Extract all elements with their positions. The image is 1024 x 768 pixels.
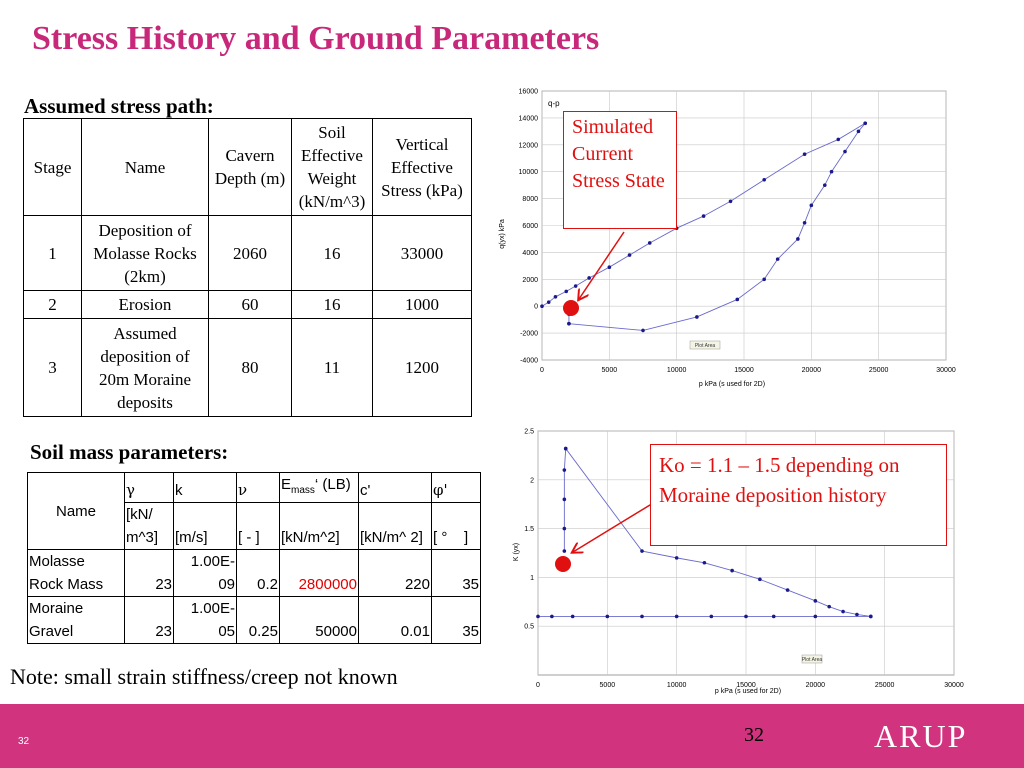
k-value: 1.00E-05 [174, 597, 237, 644]
page-number: 32 [744, 724, 764, 746]
nu-value: 0.25 [237, 597, 280, 644]
k-value: 1.00E-09 [174, 550, 237, 597]
y-axis-label: q(yx) kPa [499, 219, 506, 249]
e-letter: E [281, 476, 292, 493]
y-tick-label: 10000 [518, 169, 538, 177]
table-cell: 11 [292, 319, 373, 417]
c-value: 0.01 [359, 597, 432, 644]
header-cell: Stage [24, 119, 82, 216]
e-suffix: ‘ (LB) [314, 476, 351, 493]
ko-state-marker [555, 556, 571, 572]
c-value: 220 [359, 550, 432, 597]
unit-cell: [kN/ m^3] [125, 503, 174, 550]
y-tick-label: 14000 [518, 115, 538, 123]
k-symbol: k [174, 473, 237, 503]
simulated-state-callout [563, 111, 677, 229]
y-tick-label: 16000 [518, 88, 538, 96]
row-name: Moraine Gravel [28, 597, 125, 644]
x-tick-label: 0 [540, 367, 544, 374]
x-axis-label: p kPa (s used for 2D) [698, 381, 766, 388]
x-tick-label: 10000 [666, 682, 687, 689]
page-number-small: 32 [18, 736, 30, 747]
nu-symbol: ν [237, 473, 280, 503]
table-cell: 1200 [373, 319, 472, 417]
y-tick-label: 6000 [522, 223, 538, 230]
y-tick-label: 2 [530, 477, 534, 485]
x-tick-label: 5000 [599, 682, 616, 689]
header-cell: Vertical Effective Stress (kPa) [373, 119, 472, 216]
e-value: 50000 [280, 597, 359, 644]
x-tick-label: 20000 [801, 367, 822, 374]
header-cell: Soil Effective Weight (kN/m^3) [292, 119, 373, 216]
c-symbol: c' [359, 473, 432, 503]
x-tick-label: 30000 [936, 367, 956, 374]
header-cell: Name [82, 119, 209, 216]
y-tick-label: 1.5 [524, 526, 534, 534]
unit-cell: [kN/m^2] [280, 503, 359, 550]
table-cell: 33000 [373, 216, 472, 291]
current-state-marker [563, 300, 579, 316]
x-tick-label: 15000 [734, 367, 754, 374]
unit-cell: [kN/m^ 2] [359, 503, 432, 550]
plot-area-label: Plot Area [694, 343, 716, 349]
y-tick-label: 2.5 [524, 428, 534, 436]
unit-cell: [ ° ] [432, 503, 481, 550]
table-cell: 60 [209, 291, 292, 319]
y-tick-label: 2000 [522, 276, 538, 284]
x-tick-label: 30000 [944, 682, 964, 689]
x-axis-label: p kPa (s used for 2D) [714, 688, 782, 695]
e-value: 2800000 [280, 550, 359, 597]
table-cell: 1000 [373, 291, 472, 319]
stress-path-heading: Assumed stress path: [24, 94, 214, 118]
row-name: Molasse Rock Mass [28, 550, 125, 597]
x-tick-label: 25000 [874, 682, 895, 689]
y-tick-label: 4000 [522, 249, 538, 257]
gamma-symbol: γ [125, 473, 174, 503]
phi-value: 35 [432, 597, 481, 644]
x-tick-label: 0 [536, 682, 540, 689]
name-header: Name [28, 473, 125, 550]
arup-logo: ARUP [874, 718, 968, 754]
ko-callout [650, 444, 947, 546]
x-tick-label: 10000 [666, 367, 687, 374]
nu-value: 0.2 [237, 550, 280, 597]
series-label: q-p [548, 99, 560, 108]
y-tick-label: 0 [534, 303, 538, 311]
y-tick-label: 12000 [518, 142, 538, 150]
gamma-value: 23 [125, 550, 174, 597]
y-tick-label: 1 [530, 574, 534, 582]
table-cell: 2060 [209, 216, 292, 291]
plot-area-label: Plot Area [801, 657, 823, 663]
y-tick-label: 0.5 [524, 623, 534, 631]
phi-symbol: φ' [432, 473, 481, 503]
header-cell: Cavern Depth (m) [209, 119, 292, 216]
x-tick-label: 5000 [601, 367, 618, 374]
y-tick-label: -4000 [520, 357, 538, 365]
callout-text: Ko = 1.1 – 1.5 depending on Moraine deposition history [659, 453, 900, 507]
table-cell: 1 [24, 216, 82, 291]
y-tick-label: -2000 [520, 330, 538, 338]
y-axis-label: K (yx) [513, 542, 520, 562]
x-tick-label: 20000 [805, 682, 826, 689]
phi-value: 35 [432, 550, 481, 597]
table-cell: Assumed deposition of 20m Moraine deposits [82, 319, 209, 417]
x-tick-label: 15000 [736, 682, 756, 689]
gamma-value: 23 [125, 597, 174, 644]
y-tick-label: 8000 [522, 196, 538, 204]
unit-cell: [ - ] [237, 503, 280, 550]
footer-bar [0, 704, 1024, 768]
table-cell: 3 [24, 319, 82, 417]
table-cell: 16 [292, 216, 373, 291]
callout-text: Simulated Current Stress State [572, 116, 665, 192]
x-tick-label: 25000 [868, 367, 889, 374]
e-subscript: mass [291, 485, 315, 496]
table-cell: 16 [292, 291, 373, 319]
unit-cell: [m/s] [174, 503, 237, 550]
slide-title: Stress History and Ground Parameters [32, 20, 600, 57]
table-cell: 2 [24, 291, 82, 319]
soil-mass-heading: Soil mass parameters: [30, 440, 229, 464]
table-cell: 80 [209, 319, 292, 417]
table-cell: Erosion [82, 291, 209, 319]
callout-arrow [579, 232, 624, 299]
note-text: Note: small strain stiffness/creep not known [10, 664, 398, 689]
table-cell: Deposition of Molasse Rocks (2km) [82, 216, 209, 291]
